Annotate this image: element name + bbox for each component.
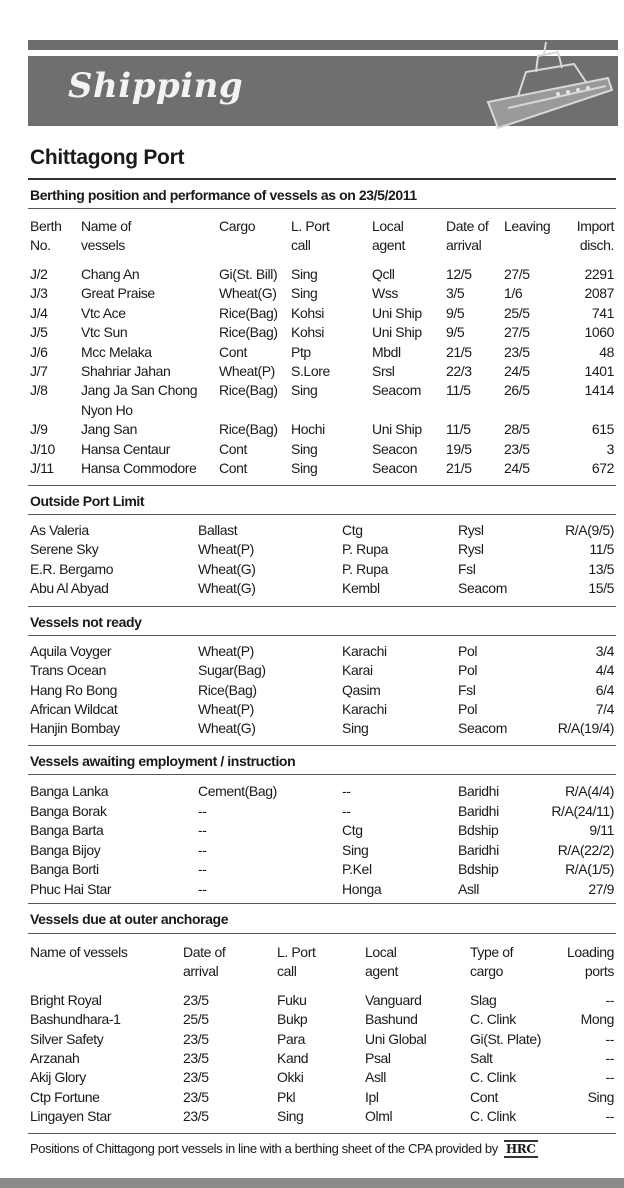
table-cell: Jang Ja San Chong — [81, 382, 198, 399]
table-cell: R/A(9/5) — [565, 522, 614, 538]
table-row — [0, 783, 624, 802]
table-row — [0, 1108, 624, 1127]
table-cell: 28/5 — [504, 421, 530, 438]
table-cell: C. Clink — [470, 1107, 516, 1124]
table-cell: R/A(24/11) — [551, 802, 614, 819]
table-cell: Seacon — [372, 440, 418, 457]
table-cell: J/11 — [30, 460, 54, 476]
table-cell: P. Rupa — [342, 560, 388, 577]
table-cell: Hochi — [291, 421, 325, 438]
table-row — [0, 1031, 624, 1050]
table-cell: Hansa Centaur — [81, 440, 170, 457]
table-cell: Rice(Bag) — [219, 382, 278, 399]
table-row — [0, 285, 624, 304]
table-cell: J/2 — [30, 266, 48, 282]
table-cell: 26/5 — [504, 382, 530, 399]
table-cell: 23/5 — [183, 992, 209, 1008]
table-cell: Great Praise — [81, 285, 155, 302]
table-cell: Seacon — [372, 460, 418, 476]
table-cell: As Valeria — [30, 522, 89, 538]
table-cell: 741 — [591, 304, 614, 321]
outside-port-title: Outside Port Limit — [30, 493, 145, 509]
table-cell: Wss — [372, 285, 399, 302]
table-cell: Olml — [365, 1107, 393, 1124]
table-row — [0, 822, 624, 841]
due-col-lport: L. Port — [277, 944, 316, 960]
table-cell: Banga Barta — [30, 822, 104, 838]
due-col-type-2: cargo — [470, 963, 504, 979]
table-cell: Cont — [219, 440, 247, 457]
col-import: Import — [576, 218, 614, 234]
table-cell: 23/5 — [183, 1030, 209, 1047]
table-row — [0, 662, 624, 681]
divider — [28, 178, 616, 180]
table-row — [0, 861, 624, 880]
table-cell: 11/5 — [446, 421, 471, 438]
table-cell: 13/5 — [588, 560, 614, 577]
table-row — [0, 842, 624, 861]
table-cell: Jang San — [81, 421, 137, 438]
table-cell: 23/5 — [183, 1069, 209, 1086]
table-cell: Nyon Ho — [81, 401, 133, 418]
table-cell: Pol — [458, 700, 478, 717]
table-row — [0, 881, 624, 900]
ship-icon — [478, 42, 618, 142]
table-row — [0, 643, 624, 662]
table-cell: Bdship — [458, 861, 499, 877]
table-cell: 15/5 — [588, 579, 614, 596]
table-cell: Rice(Bag) — [219, 324, 278, 341]
table-cell: Hanjin Bombay — [30, 720, 120, 737]
table-cell: -- — [198, 861, 207, 877]
table-cell: -- — [198, 841, 207, 858]
footer-text: Positions of Chittagong port vessels in line with a berthing sheet of the CPA provided by — [30, 1141, 498, 1156]
table-row — [0, 305, 624, 324]
table-row — [0, 324, 624, 343]
table-cell: Seacom — [458, 720, 507, 737]
table-cell: Trans Ocean — [30, 662, 107, 679]
table-cell: J/10 — [30, 440, 55, 457]
table-cell: 11/5 — [589, 541, 614, 558]
table-cell: 7/4 — [595, 700, 614, 717]
table-cell: Seacom — [372, 382, 421, 399]
table-cell: Cement(Bag) — [198, 783, 277, 799]
table-cell: Sing — [587, 1088, 614, 1105]
table-cell: 3/4 — [595, 643, 614, 659]
table-row — [0, 720, 624, 739]
table-cell: Baridhi — [458, 802, 499, 819]
table-cell: Vanguard — [365, 992, 422, 1008]
table-cell: 1414 — [584, 382, 614, 399]
table-cell: 4/4 — [595, 662, 614, 679]
due-col-agent-2: agent — [365, 963, 399, 979]
table-cell: Wheat(P) — [198, 700, 254, 717]
table-cell: Okki — [277, 1069, 304, 1086]
divider — [28, 606, 616, 607]
table-cell: 3 — [606, 440, 614, 457]
table-cell: Karachi — [342, 643, 387, 659]
table-cell: 9/11 — [589, 822, 614, 838]
table-cell: J/6 — [30, 343, 48, 360]
table-cell: 24/5 — [504, 460, 530, 476]
table-row — [0, 561, 624, 580]
due-col-loading: Loading — [566, 944, 614, 960]
table-row — [0, 363, 624, 382]
table-cell: Abu Al Abyad — [30, 579, 109, 596]
table-cell: -- — [605, 992, 614, 1008]
table-cell: Rysl — [458, 522, 484, 538]
col-arrival: Date of — [446, 218, 489, 234]
table-row — [0, 1050, 624, 1069]
divider — [28, 745, 616, 746]
table-cell: Ballast — [198, 522, 238, 538]
col-arrival-2: arrival — [446, 237, 482, 253]
table-cell: Wheat(G) — [198, 579, 256, 596]
table-cell: 1/6 — [504, 285, 523, 302]
table-cell: -- — [198, 802, 207, 819]
table-cell: R/A(19/4) — [557, 720, 614, 737]
table-cell: Banga Bijoy — [30, 841, 101, 858]
table-row — [0, 382, 624, 401]
table-row — [0, 266, 624, 285]
table-cell: Bashund — [365, 1011, 418, 1028]
table-cell: J/3 — [30, 285, 48, 302]
table-cell: P.Kel — [342, 861, 372, 877]
table-cell: Uni Ship — [372, 324, 422, 341]
berthing-title: Berthing position and performance of vessels as on 23/5/2011 — [30, 187, 417, 203]
table-cell: Kohsi — [291, 304, 325, 321]
section-banner — [28, 56, 618, 126]
due-col-loading-2: ports — [584, 963, 614, 979]
table-cell: 48 — [599, 343, 614, 360]
table-cell: -- — [605, 1049, 614, 1066]
table-cell: Mbdl — [372, 343, 401, 360]
divider — [28, 485, 616, 486]
table-cell: Rice(Bag) — [219, 304, 278, 321]
table-cell: Wheat(G) — [198, 560, 256, 577]
table-row — [0, 580, 624, 599]
table-cell: Sing — [291, 266, 318, 282]
divider — [28, 1133, 616, 1134]
divider — [28, 903, 616, 904]
table-cell: E.R. Bergamo — [30, 560, 114, 577]
table-cell: 27/5 — [504, 266, 530, 282]
table-cell: Fuku — [277, 992, 307, 1008]
col-agent-2: agent — [372, 237, 406, 253]
col-leaving: Leaving — [504, 218, 551, 234]
table-cell: 22/3 — [446, 363, 472, 379]
col-name: Name of — [81, 218, 132, 234]
table-row — [0, 992, 624, 1011]
divider — [28, 635, 616, 636]
due-col-agent: Local — [365, 944, 397, 960]
table-cell: 615 — [591, 421, 614, 438]
table-cell: Qcll — [372, 266, 395, 282]
table-cell: 23/5 — [504, 440, 530, 457]
table-cell: Sing — [277, 1107, 304, 1124]
table-cell: 23/5 — [183, 1049, 209, 1066]
table-cell: Slag — [470, 992, 497, 1008]
berthing-header-bottom — [0, 237, 624, 256]
col-lport-2: call — [291, 237, 311, 253]
table-cell: Pkl — [277, 1088, 296, 1105]
table-cell: Para — [277, 1030, 305, 1047]
table-cell: 3/5 — [446, 285, 465, 302]
table-cell: P. Rupa — [342, 541, 388, 558]
col-berth-2: No. — [30, 237, 51, 253]
table-cell: Sing — [291, 285, 318, 302]
table-cell: Kembl — [342, 579, 380, 596]
col-import-2: disch. — [579, 237, 614, 253]
table-cell: Ptp — [291, 343, 311, 360]
table-cell: Mcc Melaka — [81, 343, 152, 360]
table-cell: J/5 — [30, 324, 48, 341]
due-col-lport-2: call — [277, 963, 297, 979]
table-cell: 19/5 — [446, 440, 472, 457]
table-cell: Ctg — [342, 522, 363, 538]
table-cell: Akij Glory — [30, 1069, 86, 1086]
table-cell: Fsl — [458, 681, 476, 698]
table-cell: 2291 — [584, 266, 614, 282]
table-row — [0, 682, 624, 701]
table-cell: Rice(Bag) — [198, 681, 257, 698]
table-cell: Sing — [291, 382, 318, 399]
table-cell: -- — [198, 822, 207, 838]
table-cell: 23/5 — [183, 1088, 209, 1105]
table-row — [0, 1089, 624, 1108]
table-cell: Cont — [470, 1088, 498, 1105]
table-cell: -- — [342, 783, 351, 799]
col-lport: L. Port — [291, 218, 330, 234]
table-cell: 21/5 — [446, 343, 472, 360]
due-col-date: Date of — [183, 944, 226, 960]
divider — [28, 208, 616, 209]
divider — [28, 933, 616, 934]
table-cell: 23/5 — [504, 343, 530, 360]
table-cell: Psal — [365, 1049, 391, 1066]
table-cell: J/9 — [30, 421, 48, 438]
col-agent: Local — [372, 218, 404, 234]
table-cell: Wheat(G) — [198, 720, 256, 737]
table-cell: Phuc Hai Star — [30, 880, 112, 897]
table-cell: 27/9 — [588, 880, 614, 897]
table-cell: Cont — [219, 460, 247, 476]
table-cell: Bashundhara-1 — [30, 1011, 121, 1028]
table-cell: Uni Global — [365, 1030, 427, 1047]
table-cell: Fsl — [458, 560, 476, 577]
divider — [28, 514, 616, 515]
table-cell: -- — [605, 1030, 614, 1047]
table-cell: J/7 — [30, 363, 48, 379]
table-cell: 24/5 — [504, 363, 530, 379]
table-cell: Seacom — [458, 579, 507, 596]
table-cell: Cont — [219, 343, 247, 360]
table-cell: Banga Lanka — [30, 783, 109, 799]
table-cell: J/4 — [30, 304, 48, 321]
table-cell: Arzanah — [30, 1049, 80, 1066]
table-cell: -- — [198, 880, 207, 897]
table-cell: Sing — [291, 460, 318, 476]
table-cell: Karachi — [342, 700, 387, 717]
table-cell: C. Clink — [470, 1069, 516, 1086]
table-cell: Qasim — [342, 681, 381, 698]
table-cell: Banga Borak — [30, 802, 107, 819]
table-cell: Aquila Voyger — [30, 643, 112, 659]
table-cell: R/A(22/2) — [557, 841, 614, 858]
table-cell: -- — [605, 1107, 614, 1124]
table-cell: Uni Ship — [372, 304, 422, 321]
table-cell: -- — [605, 1069, 614, 1086]
berthing-header-top — [0, 218, 624, 237]
table-cell: Karai — [342, 662, 373, 679]
table-cell: Ctp Fortune — [30, 1088, 100, 1105]
table-cell: Mong — [580, 1011, 614, 1028]
table-cell: Gi(St. Plate) — [470, 1030, 542, 1047]
not-ready-title: Vessels not ready — [30, 614, 142, 630]
table-row — [0, 441, 624, 460]
table-cell: Sugar(Bag) — [198, 662, 266, 679]
table-cell: Wheat(P) — [198, 643, 254, 659]
table-cell: Gi(St. Bill) — [219, 266, 278, 282]
table-cell: Rysl — [458, 541, 484, 558]
table-cell: African Wildcat — [30, 700, 118, 717]
table-cell: 27/5 — [504, 324, 530, 341]
table-cell: 21/5 — [446, 460, 472, 476]
table-cell: 11/5 — [446, 382, 471, 399]
col-berth: Berth — [30, 218, 62, 234]
table-cell: 672 — [591, 460, 614, 476]
table-cell: Baridhi — [458, 783, 499, 799]
port-title: Chittagong Port — [30, 146, 185, 169]
table-cell: Bright Royal — [30, 992, 102, 1008]
table-cell: Honga — [342, 880, 382, 897]
table-cell: Hang Ro Bong — [30, 681, 118, 698]
table-cell: 12/5 — [446, 266, 472, 282]
table-cell: Baridhi — [458, 841, 499, 858]
table-cell: 2087 — [584, 285, 614, 302]
table-cell: Pol — [458, 643, 478, 659]
table-cell: R/A(1/5) — [565, 861, 614, 877]
table-cell: Wheat(P) — [198, 541, 254, 558]
table-row — [0, 421, 624, 440]
table-cell: C. Clink — [470, 1011, 516, 1028]
due-col-date-2: arrival — [183, 963, 219, 979]
table-cell: Kand — [277, 1049, 309, 1066]
table-cell: Asll — [365, 1069, 386, 1086]
table-row — [0, 541, 624, 560]
table-row — [0, 402, 624, 421]
due-header-bottom — [0, 963, 624, 982]
table-row — [0, 460, 624, 479]
table-cell: Pol — [458, 662, 478, 679]
table-cell: Serene Sky — [30, 541, 99, 558]
table-cell: Sing — [342, 720, 369, 737]
table-cell: 23/5 — [183, 1107, 209, 1124]
table-cell: Wheat(G) — [219, 285, 277, 302]
table-cell: Vtc Ace — [81, 304, 126, 321]
table-cell: Silver Safety — [30, 1030, 104, 1047]
due-header-top — [0, 944, 624, 963]
table-row — [0, 1011, 624, 1030]
table-cell: 1401 — [584, 363, 614, 379]
table-cell: Salt — [470, 1049, 493, 1066]
due-col-name: Name of vessels — [30, 944, 128, 960]
table-cell: Lingayen Star — [30, 1107, 112, 1124]
table-cell: Ctg — [342, 822, 363, 838]
table-cell: Vtc Sun — [81, 324, 128, 341]
table-cell: Chang An — [81, 266, 140, 282]
col-name-2: vessels — [81, 237, 125, 253]
bottom-rule — [0, 1178, 624, 1188]
table-row — [0, 803, 624, 822]
table-cell: Bukp — [277, 1011, 308, 1028]
awaiting-title: Vessels awaiting employment / instruction — [30, 753, 296, 769]
table-cell: 9/5 — [446, 304, 465, 321]
table-cell: Ipl — [365, 1088, 379, 1105]
table-row — [0, 344, 624, 363]
table-cell: R/A(4/4) — [565, 783, 614, 799]
table-cell: Wheat(P) — [219, 363, 275, 379]
table-cell: 6/4 — [595, 681, 614, 698]
col-cargo: Cargo — [219, 218, 256, 234]
table-cell: 25/5 — [183, 1011, 209, 1028]
table-cell: Kohsi — [291, 324, 325, 341]
table-row — [0, 522, 624, 541]
due-col-type: Type of — [470, 944, 514, 960]
due-title: Vessels due at outer anchorage — [30, 911, 229, 927]
hrc-logo: HRC — [505, 1142, 536, 1156]
table-cell: Uni Ship — [372, 421, 422, 438]
table-cell: Sing — [342, 841, 369, 858]
table-cell: Hansa Commodore — [81, 460, 197, 476]
table-cell: Sing — [291, 440, 318, 457]
table-cell: Srsl — [372, 363, 395, 379]
table-cell: Bdship — [458, 822, 499, 838]
table-cell: Shahriar Jahan — [81, 363, 171, 379]
table-row — [0, 701, 624, 720]
table-cell: Rice(Bag) — [219, 421, 278, 438]
table-cell: -- — [342, 802, 351, 819]
section-title: Shipping — [68, 66, 244, 106]
divider — [28, 774, 616, 775]
table-cell: Asll — [458, 880, 479, 897]
table-cell: Banga Borti — [30, 861, 99, 877]
table-cell: 1060 — [584, 324, 614, 341]
table-row — [0, 1069, 624, 1088]
table-cell: 25/5 — [504, 304, 530, 321]
table-cell: J/8 — [30, 382, 48, 399]
table-cell: S.Lore — [291, 363, 330, 379]
table-cell: 9/5 — [446, 324, 465, 341]
footer-note — [30, 1141, 538, 1156]
